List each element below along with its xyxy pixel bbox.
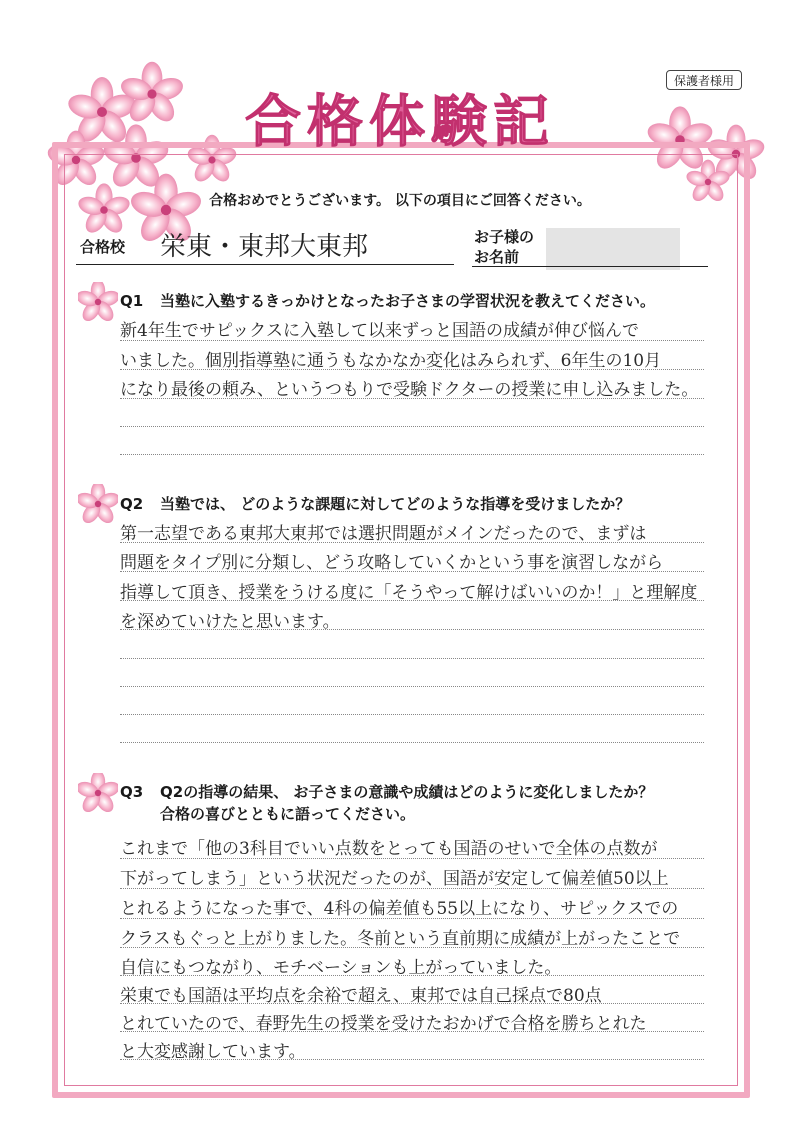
q1-flower-icon bbox=[78, 282, 118, 322]
q2-answer-line-2: 問題をタイプ別に分類し、どう攻略していくかという事を演習しながら bbox=[120, 553, 664, 573]
q2-rule bbox=[120, 571, 704, 572]
q2-answer-line-4: を深めていけたと思います。 bbox=[120, 612, 340, 632]
q2-rule bbox=[120, 600, 704, 601]
q1-number: Q1 bbox=[120, 292, 144, 310]
q1-answer-line-2: いました。個別指導塾に通うもなかなか変化はみられず、6年生の10月 bbox=[120, 351, 662, 371]
q1-answer-line-1: 新4年生でサピックスに入塾して以来ずっと国語の成績が伸び悩んで bbox=[120, 321, 639, 341]
q3-answer-line-4: クラスもぐっと上がりました。冬前という直前期に成績が上がったことで bbox=[120, 929, 681, 949]
guardian-badge: 保護者様用 bbox=[666, 70, 742, 90]
q3-number: Q3 bbox=[120, 783, 144, 801]
q3-answer-line-1: これまで「他の3科目でいい点数をとっても国語のせいで全体の点数が bbox=[120, 839, 658, 859]
q3-rule bbox=[120, 918, 704, 919]
q2-number: Q2 bbox=[120, 495, 144, 513]
q3-answer-line-2: 下がってしまう」という状況だったのが、国語が安定して偏差値50以上 bbox=[120, 869, 669, 889]
q3-answer-line-3: とれるようになった事で、4科の偏差値も55以上になり、サピックスでの bbox=[120, 899, 679, 919]
school-underline bbox=[76, 264, 454, 265]
school-label: 合格校 bbox=[80, 238, 126, 256]
child-name-underline bbox=[472, 266, 708, 267]
q2-text: 当塾では、 どのような課題に対してどのような指導を受けましたか？ bbox=[160, 495, 631, 513]
q3-rule bbox=[120, 1059, 704, 1060]
page-title: 合格体験記 bbox=[245, 90, 555, 155]
q2-answer-line-3: 指導して頂き、授業をうける度に「そうやって解けばいいのか！」と理解度 bbox=[120, 583, 698, 603]
redacted-name bbox=[546, 228, 680, 270]
q1-rule bbox=[120, 340, 704, 341]
q1-rule bbox=[120, 454, 704, 455]
q3-answer-line-7: とれていたので、春野先生の授業を受けたおかげで合格を勝ちとれた bbox=[120, 1014, 647, 1034]
q2-rule bbox=[120, 686, 704, 687]
q2-answer-line-1: 第一志望である東邦大東邦では選択問題がメインだったので、まずは bbox=[120, 524, 647, 544]
q2-rule bbox=[120, 629, 704, 630]
q1-answer-line-3: になり最後の頼み、というつもりで受験ドクターの授業に申し込みました。 bbox=[120, 380, 699, 400]
q3-rule bbox=[120, 947, 704, 948]
q3-rule bbox=[120, 858, 704, 859]
q3-answer-line-8: と大変感謝しています。 bbox=[120, 1042, 306, 1062]
q1-rule bbox=[120, 426, 704, 427]
q2-rule bbox=[120, 542, 704, 543]
q3-rule bbox=[120, 1031, 704, 1032]
q2-rule bbox=[120, 658, 704, 659]
q1-rule bbox=[120, 398, 704, 399]
q1-question bbox=[120, 291, 655, 312]
intro-text: 合格おめでとうございます。 以下の項目にご回答ください。 bbox=[209, 193, 591, 209]
q2-rule bbox=[120, 714, 704, 715]
q2-rule bbox=[120, 742, 704, 743]
child-name-label-1: お子様の bbox=[474, 228, 535, 246]
q3-rule bbox=[120, 975, 704, 976]
child-name-label-2: お名前 bbox=[474, 248, 520, 266]
q3-question bbox=[120, 782, 653, 803]
q3-answer-line-5: 自信にもつながり、モチベーションも上がっていました。 bbox=[120, 958, 562, 978]
q1-rule bbox=[120, 369, 704, 370]
q3-rule bbox=[120, 1003, 704, 1004]
q2-flower-icon bbox=[78, 484, 118, 524]
q2-question bbox=[120, 494, 630, 515]
q3-rule bbox=[120, 888, 704, 889]
q3-flower-icon bbox=[78, 773, 118, 813]
q1-text: 当塾に入塾するきっかけとなったお子さまの学習状況を教えてください。 bbox=[160, 292, 656, 310]
school-value: 栄東・東邦大東邦 bbox=[160, 232, 369, 262]
q3-answer-line-6: 栄東でも国語は平均点を余裕で超え、東邦では自己採点で80点 bbox=[120, 986, 602, 1006]
q3-text-1: Q2の指導の結果、 お子さまの意識や成績はどのように変化しましたか？ bbox=[160, 783, 654, 801]
q3-text-2: 合格の喜びとともに語ってください。 bbox=[160, 805, 416, 823]
